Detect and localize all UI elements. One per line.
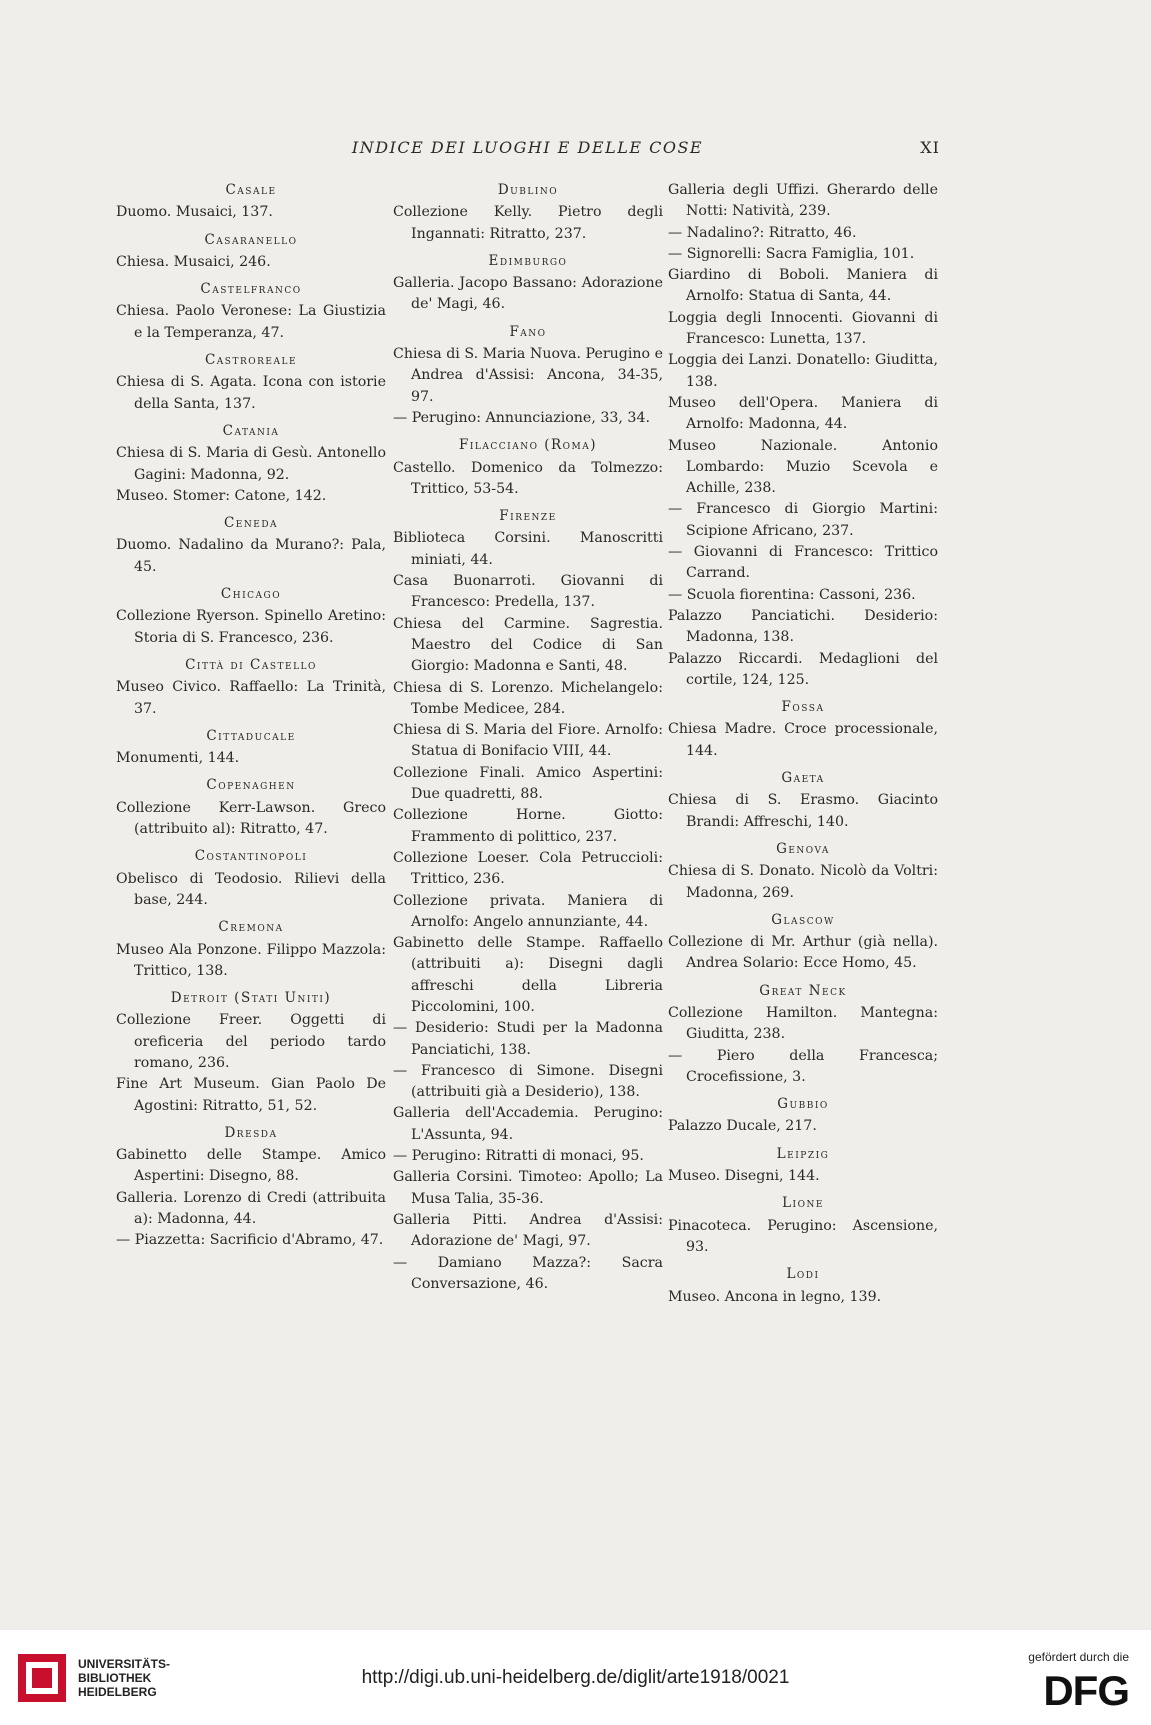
index-entry: Chiesa di S. Donato. Nicolò da Voltri: Madonna, 269. [668,863,938,901]
index-entry: Collezione di Mr. Arthur (già nella). Andrea Solario: Ecce Homo, 45. [668,934,938,972]
index-entry: — Perugino: Annunciazione, 33, 34. [393,409,650,426]
index-entry: Duomo. Nadalino da Murano?: Pala, 45. [116,537,386,575]
index-entry: Biblioteca Corsini. Manoscritti miniati, 44. [393,530,663,568]
index-entry: Collezione privata. Maniera di Arnolfo: Angelo annunziante, 44. [393,892,663,930]
place-heading: Lione [782,1195,824,1212]
index-entry: Museo. Ancona in legno, 139. [668,1288,882,1305]
index-column-3 [668,180,938,1308]
place-heading: Glascow [771,911,835,928]
place-heading: Fossa [781,699,825,716]
page-number: XI [920,138,940,157]
index-column-1 [116,180,386,1252]
place-heading: Casale [225,182,277,198]
index-entry: Chiesa. Paolo Veronese: La Giustizia e la Temperanza, 47. [116,303,386,341]
index-entry: Museo. Disegni, 144. [668,1168,820,1185]
index-entry: Collezione Ryerson. Spinello Aretino: Storia di S. Francesco, 236. [116,608,386,646]
index-entry: Obelisco di Teodosio. Rilievi della base, 244. [116,870,386,908]
index-entry: Monumenti, 144. [116,750,240,767]
funding-label: gefördert durch die [1028,1650,1129,1664]
place-heading: Castelfranco [200,281,302,298]
place-heading: Cittaducale [206,727,296,744]
index-entry: Palazzo Riccardi. Medaglioni del cortile, 124, 125. [668,650,938,688]
place-heading: Leipzig [776,1145,830,1162]
index-entry: Chiesa di S. Lorenzo. Michelangelo: Tombe Medicee, 284. [393,679,663,717]
index-entry: Museo. Stomer: Catone, 142. [116,487,327,504]
index-entry: Castello. Domenico da Tolmezzo: Trittico, 53-54. [393,459,663,497]
index-entry: Giardino di Boboli. Maniera di Arnolfo: Statua di Santa, 44. [668,267,938,305]
place-heading: Castroreale [204,352,298,369]
index-entry: Chiesa di S. Maria Nuova. Perugino e Andrea d'Assisi: Ancona, 34-35, 97. [393,346,663,405]
index-entry: Collezione Kerr-Lawson. Greco (attribuito al): Ritratto, 47. [116,799,386,838]
index-entry: Collezione Hamilton. Mantegna: Giuditta, 238. [668,1004,938,1043]
index-entry: Museo dell'Opera. Maniera di Arnolfo: Madonna, 44. [668,394,938,433]
place-heading: Fano [509,323,547,340]
viewer-footer [0,1630,1151,1725]
index-entry: Collezione Horne. Giotto: Frammento di polittico, 237. [393,807,663,845]
library-name-line: BIBLIOTHEK [78,1671,152,1685]
index-entry: Museo Civico. Raffaello: La Trinità, 37. [116,679,386,717]
index-entry: Museo Ala Ponzone. Filippo Mazzola: Trittico, 138. [116,941,386,979]
permalink-url[interactable]: http://digi.ub.uni-heidelberg.de/diglit/arte1918/0021 [361,1667,790,1688]
place-heading: Lodi [786,1266,820,1283]
index-entry: Museo Nazionale. Antonio Lombardo: Muzio Scevola e Achille, 238. [668,437,938,497]
index-entry: Chiesa Madre. Croce processionale, 144. [668,721,938,759]
index-entry: Chiesa del Carmine. Sagrestia. Maestro del Codice di San Giorgio: Madonna e Santi, 48. [393,615,663,675]
index-entry: — Giovanni di Francesco: Trittico Carrand. [668,544,938,582]
place-heading: Detroit (Stati Uniti) [170,990,332,1007]
index-entry: Chiesa di S. Maria del Fiore. Arnolfo: Statua di Bonifacio VIII, 44. [393,722,663,760]
index-entry: Loggia degli Innocenti. Giovanni di Francesco: Lunetta, 137. [668,309,938,348]
place-heading: Chicago [220,586,282,603]
index-entry: Loggia dei Lanzi. Donatello: Giuditta, 138. [668,352,938,390]
place-heading: Dublino [497,182,559,198]
header-title: INDICE DEI LUOGHI E DELLE COSE [351,138,704,157]
index-entry: Palazzo Ducale, 217. [668,1118,817,1135]
running-header [115,138,940,162]
place-heading: Gaeta [781,770,825,787]
place-heading: Catania [222,422,280,439]
index-entry: Galleria. Jacopo Bassano: Adorazione de' Magi, 46. [393,275,663,313]
place-heading: Città di Castello [185,656,317,673]
index-entry: — Francesco di Giorgio Martini: Scipione Africano, 237. [668,501,938,539]
index-entry: — Nadalino?: Ritratto, 46. [668,224,857,241]
index-entry: — Damiano Mazza?: Sacra Conversazione, 46. [393,1254,663,1292]
library-name-line: UNIVERSITÄTS- [78,1657,171,1671]
index-entry: Fine Art Museum. Gian Paolo De Agostini: Ritratto, 51, 52. [116,1076,386,1114]
index-entry: Casa Buonarroti. Giovanni di Francesco: Predella, 137. [393,573,663,611]
index-entry: Chiesa di S. Maria di Gesù. Antonello Gagini: Madonna, 92. [116,445,386,483]
place-heading: Firenze [499,508,557,525]
library-name-line: HEIDELBERG [78,1685,157,1699]
place-heading: Ceneda [223,515,279,532]
index-entry: — Piero della Francesca; Crocefissione, 3. [668,1047,938,1085]
index-entry: Collezione Finali. Amico Aspertini: Due quadretti, 88. [393,764,663,803]
index-entry: Galleria. Lorenzo di Credi (attribuita a): Madonna, 44. [116,1189,386,1228]
index-entry: — Francesco di Simone. Disegni (attribuiti già a Desiderio), 138. [393,1062,663,1101]
place-heading: Copenaghen [206,777,296,794]
place-heading: Casaranello [204,231,298,248]
index-entry: Chiesa di S. Erasmo. Giacinto Brandi: Affreschi, 140. [668,792,938,830]
index-entry: Gabinetto delle Stampe. Amico Aspertini: Disegno, 88. [116,1147,386,1185]
dfg-logo-icon: DFG [1043,1667,1129,1714]
index-entry: Pinacoteca. Perugino: Ascensione, 93. [668,1217,938,1255]
place-heading: Costantinopoli [194,848,308,865]
index-entry: Gabinetto delle Stampe. Raffaello (attribuiti a): Disegni dagli affreschi della Libreria Piccolomini, 100. [393,935,663,1015]
index-entry: Galleria Corsini. Timoteo: Apollo; La Musa Talia, 35-36. [393,1169,663,1207]
index-entry: — Desiderio: Studi per la Madonna Panciatichi, 138. [393,1020,663,1058]
place-heading: Genova [776,840,830,857]
index-entry: Duomo. Musaici, 137. [116,204,273,221]
place-heading: Gubbio [777,1096,829,1113]
place-heading: Filacciano (Roma) [458,437,598,454]
index-entry: — Piazzetta: Sacrificio d'Abramo, 47. [116,1232,384,1249]
index-entry: Chiesa di S. Agata. Icona con istorie della Santa, 137. [116,374,386,412]
index-entry: Galleria degli Uffizi. Gherardo delle Notti: Natività, 239. [668,182,938,220]
index-entry: Palazzo Panciatichi. Desiderio: Madonna, 138. [668,607,938,646]
index-entry: — Scuola fiorentina: Cassoni, 236. [668,586,916,603]
place-heading: Great Neck [759,982,847,999]
index-entry: Galleria dell'Accademia. Perugino: L'Assunta, 94. [393,1105,663,1143]
place-heading: Dresda [224,1124,278,1141]
index-entry: — Signorelli: Sacra Famiglia, 101. [668,245,915,262]
index-entry: Chiesa. Musaici, 246. [116,253,271,270]
index-entry: Galleria Pitti. Andrea d'Assisi: Adorazione de' Magi, 97. [393,1211,663,1250]
index-entry: Collezione Freer. Oggetti di oreficeria del periodo tardo romano, 236. [116,1012,386,1071]
index-entry: Collezione Loeser. Cola Petruccioli: Trittico, 236. [393,849,663,888]
index-entry: Collezione Kelly. Pietro degli Ingannati: Ritratto, 237. [393,204,663,242]
place-heading: Edimburgo [488,252,568,269]
index-column-2 [393,180,663,1295]
index-entry: — Perugino: Ritratti di monaci, 95. [393,1148,644,1165]
place-heading: Cremona [218,919,284,936]
